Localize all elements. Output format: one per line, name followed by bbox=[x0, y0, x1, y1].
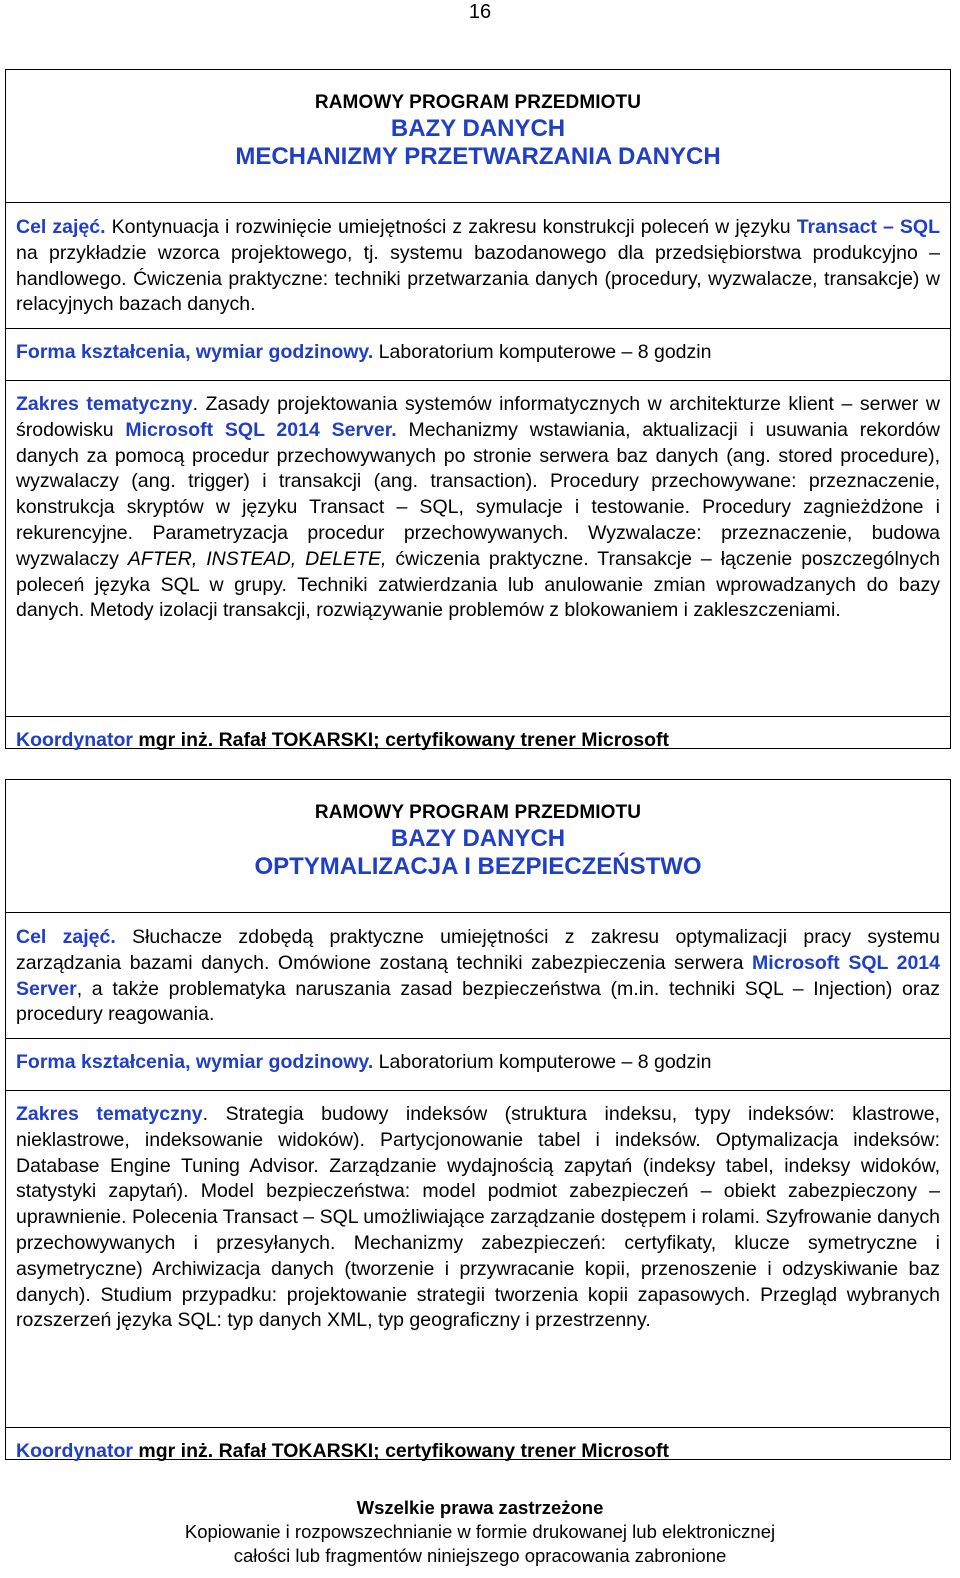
goal-section bbox=[6, 913, 950, 1039]
program-header bbox=[6, 70, 950, 203]
footer-rights: Wszelkie prawa zastrzeżone bbox=[356, 1497, 604, 1518]
form-paragraph bbox=[16, 340, 940, 366]
scope-paragraph bbox=[16, 392, 940, 624]
form-text: Laboratorium komputerowe – 8 godzin bbox=[373, 1051, 712, 1073]
goal-text: Słuchacze zdobędą praktyczne umiejętności z zakresu optymalizacji pracy systemu zarządzania bazami danych. Omówione zostaną techniki zabezpieczenia serwera bbox=[16, 926, 940, 974]
course-subtitle: MECHANIZMY PRZETWARZANIA DANYCH bbox=[235, 143, 721, 170]
form-text: Laboratorium komputerowe – 8 godzin bbox=[373, 341, 712, 363]
scope-paragraph bbox=[16, 1102, 940, 1334]
scope-label: Zakres tematyczny bbox=[16, 393, 193, 415]
scope-text: . Strategia budowy indeksów (struktura indeksu, typy indeksów: klastrowe, nieklastrowe, indeksowanie widoków). Partycjonowanie tabel i indeksów. Optymalizacja indeksów: Database Engine Tuning Advisor. Zarządzanie wydajnością zapytań (indeksy tabel, indeksy widoków, statystyki zapytań). Model bezpieczeństwa: model podmiot zabezpieczeń – obiekt zabezpieczony – uprawnienie. Polecenia Transact – SQL umożliwiające zarządzanie dostępem i rolami. Szyfrowanie danych przechowywanych i przesyłanych. Mechanizmy zabezpieczeń: certyfikaty, klucze symetryczne i asymetryczne) Archiwizacja danych (tworzenie i przywracanie kopii, przenoszenie i odzyskiwanie baz danych). Studium przypadku: projektowanie strategii tworzenia kopii zapasowych. Przegląd wybranych rozszerzeń języka SQL: typ danych XML, typ geograficzny i przestrzenny. bbox=[16, 1103, 940, 1332]
goal-section bbox=[6, 203, 950, 329]
goal-paragraph bbox=[16, 215, 940, 318]
goal-label: Cel zajęć. bbox=[16, 216, 106, 238]
program-header-title: RAMOWY PROGRAM PRZEDMIOTU bbox=[314, 802, 642, 823]
coordinator-paragraph bbox=[16, 728, 940, 754]
program-header-title: RAMOWY PROGRAM PRZEDMIOTU bbox=[314, 92, 642, 113]
goal-text-cont: na przykładzie wzorca projektowego, tj. systemu bazodanowego dla przedsiębiorstwa produkcyjno – handlowego. Ćwiczenia praktyczne: techniki przetwarzania danych (procedury, wyzwalacze, transakcje) w relacyjnych bazach danych. bbox=[16, 241, 940, 316]
goal-label: Cel zajęć. bbox=[16, 926, 116, 948]
coordinator-section bbox=[6, 1428, 950, 1478]
course-subtitle: OPTYMALIZACJA I BEZPIECZEŃSTWO bbox=[254, 853, 702, 880]
program-box-1 bbox=[5, 69, 951, 749]
scope-italic: AFTER, INSTEAD, DELETE, bbox=[127, 547, 387, 570]
form-label: Forma kształcenia, wymiar godzinowy. bbox=[16, 1051, 374, 1073]
program-box-2 bbox=[5, 779, 951, 1460]
goal-text: Kontynuacja i rozwinięcie umiejętności z zakresu konstrukcji poleceń w języku bbox=[105, 216, 797, 238]
scope-text: . Zasady projektowania systemów informatycznych w architekturze klient – serwer w środowisku bbox=[16, 393, 940, 441]
goal-paragraph bbox=[16, 925, 940, 1028]
page-number: 16 bbox=[468, 1, 492, 23]
goal-highlight: Transact – SQL bbox=[796, 216, 940, 238]
scope-label: Zakres tematyczny bbox=[16, 1103, 203, 1125]
coordinator-text: mgr inż. Rafał TOKARSKI; certyfikowany trener Microsoft bbox=[133, 729, 669, 751]
course-name: BAZY DANYCH bbox=[390, 825, 566, 852]
goal-text-cont: , a także problematyka naruszania zasad bezpieczeństwa (m.in. techniki SQL – Injection) oraz procedury reagowania. bbox=[16, 977, 940, 1026]
coordinator-paragraph bbox=[16, 1439, 940, 1465]
footer-copy-notice-cont: całości lub fragmentów niniejszego opracowania zabronione bbox=[233, 1545, 727, 1566]
scope-highlight: Microsoft SQL 2014 Server. bbox=[125, 418, 397, 441]
form-paragraph bbox=[16, 1050, 940, 1076]
form-label: Forma kształcenia, wymiar godzinowy. bbox=[16, 341, 374, 363]
scope-text-cont: Mechanizmy wstawiania, aktualizacji i usuwania rekordów danych za pomocą procedur przechowywanych po stronie serwera baz danych (ang. stored procedure), wyzwalaczy (ang. trigger) i transakcji (ang. transaction). Procedury przechowywane: przeznaczenie, konstrukcja skryptów w języku Transact – SQL, symulacje i testowanie. Procedury zagnieżdżone i rekurencyjne. Parametryzacja procedur przechowywanych. Wyzwalacze: przeznaczenie, budowa wyzwalaczy bbox=[16, 418, 940, 570]
program-header bbox=[6, 780, 950, 913]
scope-section bbox=[6, 381, 950, 717]
footer-copy-notice: Kopiowanie i rozpowszechnianie w formie drukowanej lub elektronicznej bbox=[184, 1521, 776, 1542]
scope-text-end: ćwiczenia praktyczne. Transakcje – łączenie poszczególnych poleceń języka SQL w grupy. Techniki zatwierdzania lub anulowanie zmian wprowadzanych do bazy danych. Metody izolacji transakcji, rozwiązywanie problemów z blokowaniem i zakleszczeniami. bbox=[16, 547, 940, 622]
coordinator-label: Koordynator bbox=[16, 729, 133, 751]
copyright-footer bbox=[0, 1496, 960, 1568]
coordinator-text: mgr inż. Rafał TOKARSKI; certyfikowany trener Microsoft bbox=[133, 1440, 669, 1462]
form-section bbox=[6, 1039, 950, 1091]
form-section bbox=[6, 329, 950, 381]
coordinator-label: Koordynator bbox=[16, 1440, 133, 1462]
goal-highlight: Microsoft SQL 2014 Server bbox=[16, 951, 940, 1000]
course-name: BAZY DANYCH bbox=[390, 115, 566, 142]
coordinator-section bbox=[6, 717, 950, 767]
scope-section bbox=[6, 1091, 950, 1428]
